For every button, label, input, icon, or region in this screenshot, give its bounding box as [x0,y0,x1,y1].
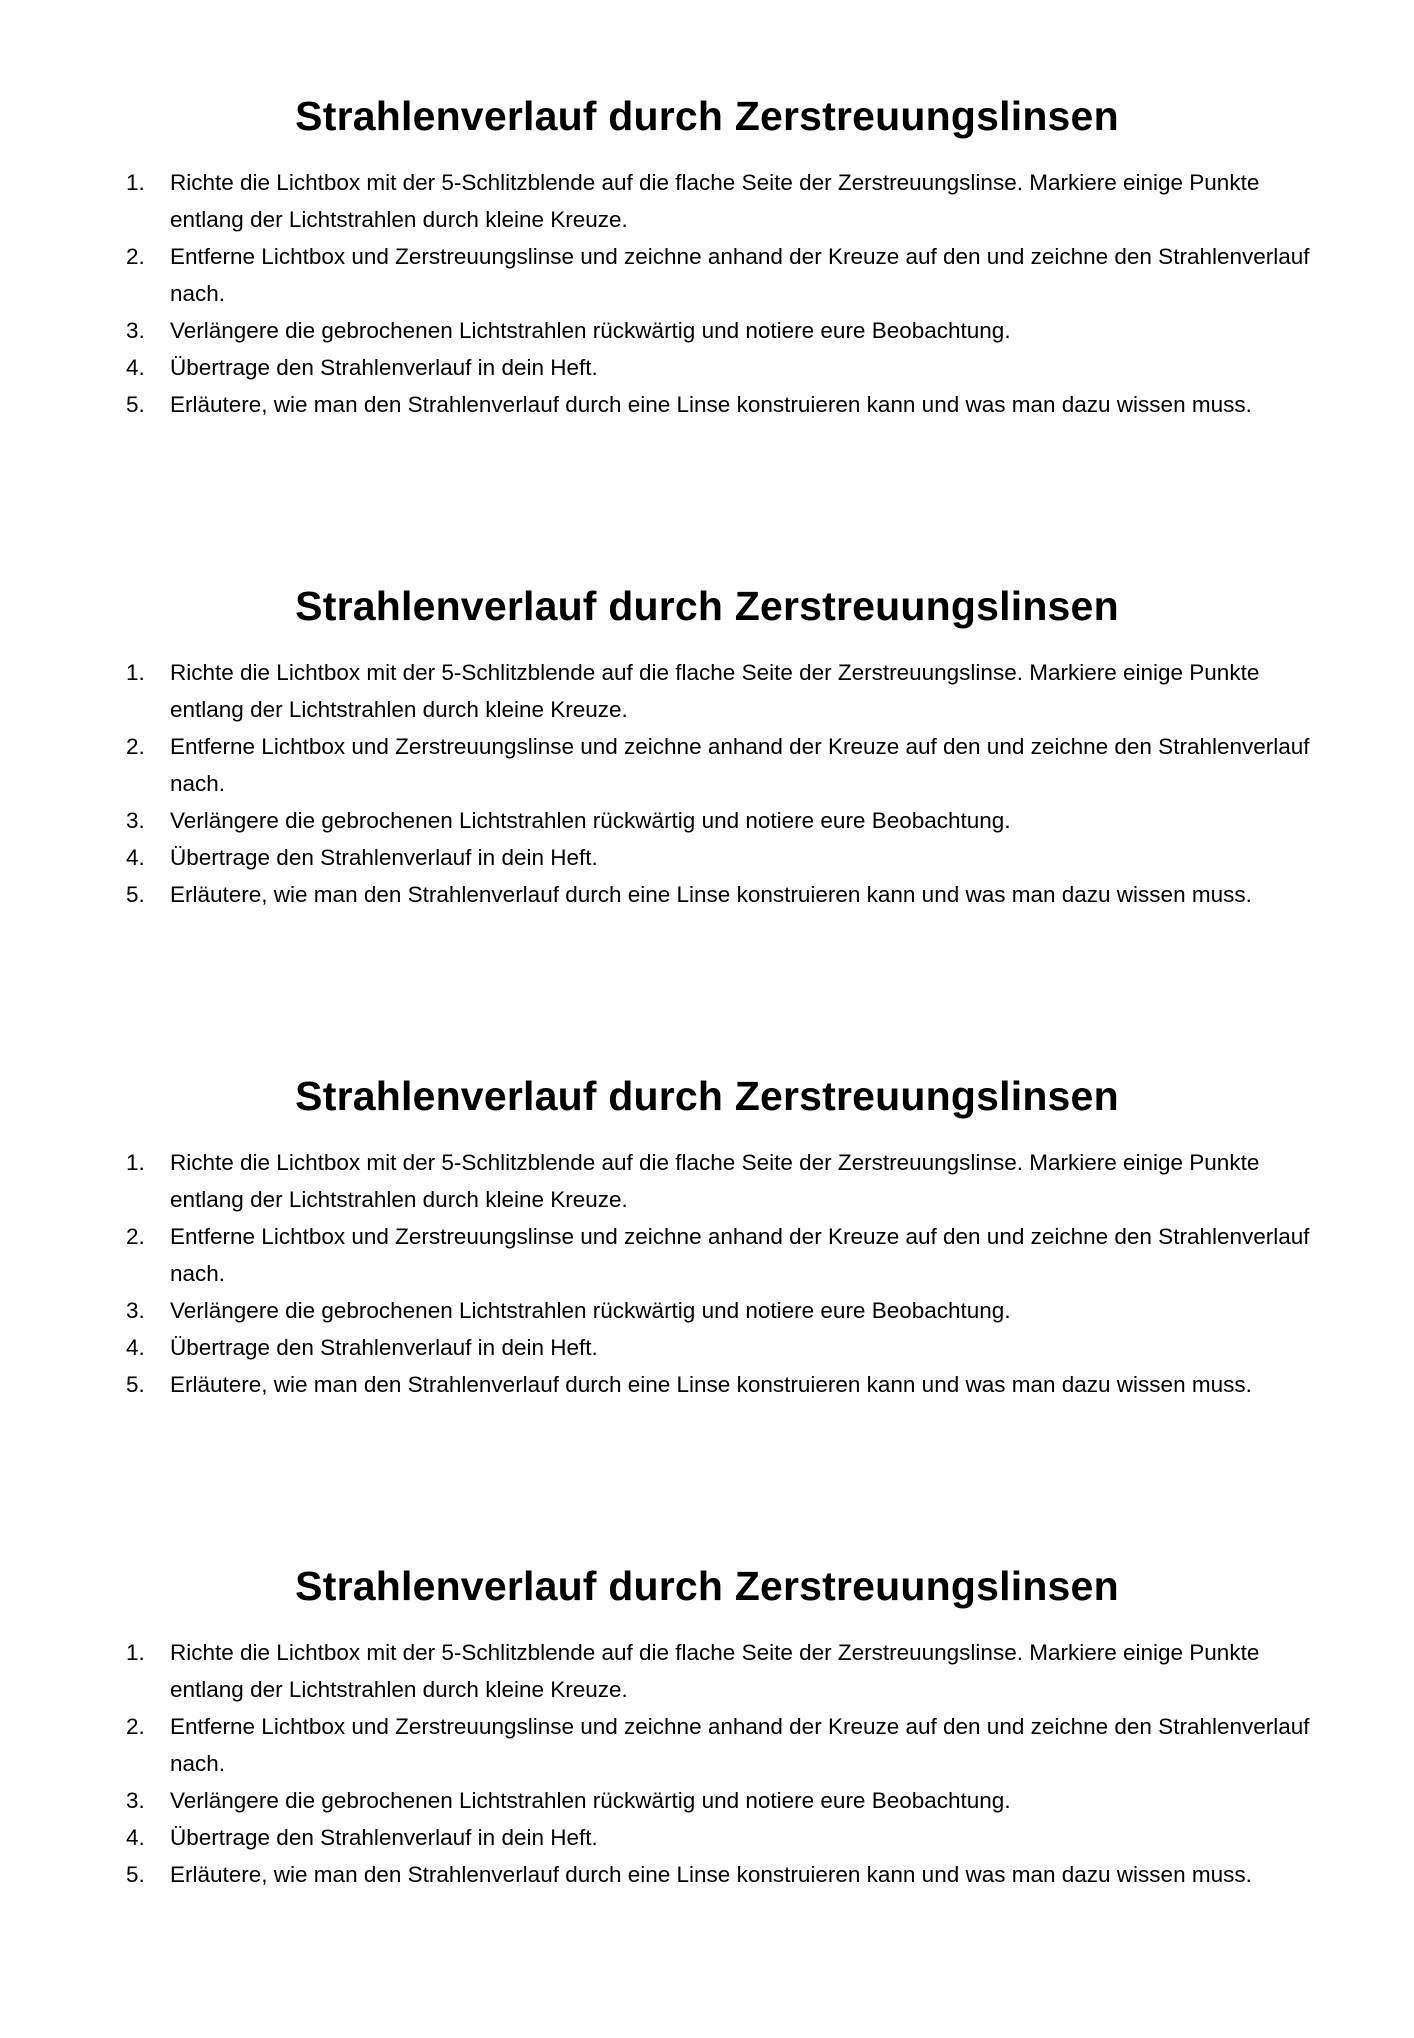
worksheet-section [0,1558,1414,2038]
task-item [0,728,1320,802]
section-title: Strahlenverlauf durch Zerstreuungslinsen [295,93,1119,139]
task-list [0,164,1414,423]
task-item [0,839,1320,876]
section-title: Strahlenverlauf durch Zerstreuungslinsen [295,1563,1119,1609]
section-title: Strahlenverlauf durch Zerstreuungslinsen [295,1073,1119,1119]
task-number: 4. [126,1335,145,1360]
worksheet-section [0,88,1414,568]
worksheet-section [0,1068,1414,1548]
task-number: 5. [126,1372,145,1397]
task-number: 5. [126,392,145,417]
task-text: Erläutere, wie man den Strahlenverlauf durch eine Linse konstruieren kann und was man dazu wissen muss. [170,882,1252,907]
task-item [0,1856,1320,1893]
task-list [0,1144,1414,1403]
section-title: Strahlenverlauf durch Zerstreuungslinsen [295,583,1119,629]
task-item [0,349,1320,386]
task-number: 4. [126,845,145,870]
task-text: Richte die Lichtbox mit der 5-Schlitzblende auf die flache Seite der Zerstreuungslinse. Markiere einige Punkte entlang der Lichtstrahlen durch kleine Kreuze. [170,170,1260,232]
task-number: 2. [126,244,145,269]
task-text: Erläutere, wie man den Strahlenverlauf durch eine Linse konstruieren kann und was man dazu wissen muss. [170,392,1252,417]
task-item [0,1292,1320,1329]
task-number: 3. [126,318,145,343]
task-item [0,312,1320,349]
task-text: Verlängere die gebrochenen Lichtstrahlen rückwärtig und notiere eure Beobachtung. [170,318,1011,343]
task-number: 4. [126,1825,145,1850]
task-text: Richte die Lichtbox mit der 5-Schlitzblende auf die flache Seite der Zerstreuungslinse. Markiere einige Punkte entlang der Lichtstrahlen durch kleine Kreuze. [170,1150,1260,1212]
task-text: Verlängere die gebrochenen Lichtstrahlen rückwärtig und notiere eure Beobachtung. [170,1788,1011,1813]
task-text: Übertrage den Strahlenverlauf in dein Heft. [170,1825,598,1850]
task-number: 5. [126,882,145,907]
task-text: Übertrage den Strahlenverlauf in dein Heft. [170,355,598,380]
task-text: Entferne Lichtbox und Zerstreuungslinse und zeichne anhand der Kreuze auf den und zeichne den Strahlenverlauf nach. [170,1714,1310,1776]
task-item [0,1634,1320,1708]
task-number: 3. [126,1298,145,1323]
task-number: 2. [126,1224,145,1249]
task-text: Verlängere die gebrochenen Lichtstrahlen rückwärtig und notiere eure Beobachtung. [170,1298,1011,1323]
task-item [0,802,1320,839]
task-text: Richte die Lichtbox mit der 5-Schlitzblende auf die flache Seite der Zerstreuungslinse. Markiere einige Punkte entlang der Lichtstrahlen durch kleine Kreuze. [170,660,1260,722]
task-item [0,1819,1320,1856]
task-text: Entferne Lichtbox und Zerstreuungslinse und zeichne anhand der Kreuze auf den und zeichne den Strahlenverlauf nach. [170,244,1310,306]
task-number: 3. [126,808,145,833]
task-item [0,1782,1320,1819]
task-item [0,1329,1320,1366]
task-item [0,1366,1320,1403]
task-text: Entferne Lichtbox und Zerstreuungslinse und zeichne anhand der Kreuze auf den und zeichne den Strahlenverlauf nach. [170,734,1310,796]
task-text: Übertrage den Strahlenverlauf in dein Heft. [170,1335,598,1360]
task-number: 4. [126,355,145,380]
worksheet-section [0,578,1414,1058]
task-text: Verlängere die gebrochenen Lichtstrahlen rückwärtig und notiere eure Beobachtung. [170,808,1011,833]
task-number: 1. [126,660,145,685]
task-text: Entferne Lichtbox und Zerstreuungslinse und zeichne anhand der Kreuze auf den und zeichne den Strahlenverlauf nach. [170,1224,1310,1286]
task-item [0,1144,1320,1218]
task-item [0,238,1320,312]
task-number: 1. [126,170,145,195]
task-text: Richte die Lichtbox mit der 5-Schlitzblende auf die flache Seite der Zerstreuungslinse. Markiere einige Punkte entlang der Lichtstrahlen durch kleine Kreuze. [170,1640,1260,1702]
task-number: 1. [126,1640,145,1665]
task-list [0,1634,1414,1893]
task-text: Erläutere, wie man den Strahlenverlauf durch eine Linse konstruieren kann und was man dazu wissen muss. [170,1372,1252,1397]
task-number: 3. [126,1788,145,1813]
task-text: Erläutere, wie man den Strahlenverlauf durch eine Linse konstruieren kann und was man dazu wissen muss. [170,1862,1252,1887]
task-text: Übertrage den Strahlenverlauf in dein Heft. [170,845,598,870]
task-list [0,654,1414,913]
task-number: 1. [126,1150,145,1175]
task-item [0,1218,1320,1292]
task-item [0,654,1320,728]
task-number: 5. [126,1862,145,1887]
task-item [0,386,1320,423]
task-item [0,1708,1320,1782]
task-item [0,876,1320,913]
task-number: 2. [126,1714,145,1739]
task-number: 2. [126,734,145,759]
task-item [0,164,1320,238]
